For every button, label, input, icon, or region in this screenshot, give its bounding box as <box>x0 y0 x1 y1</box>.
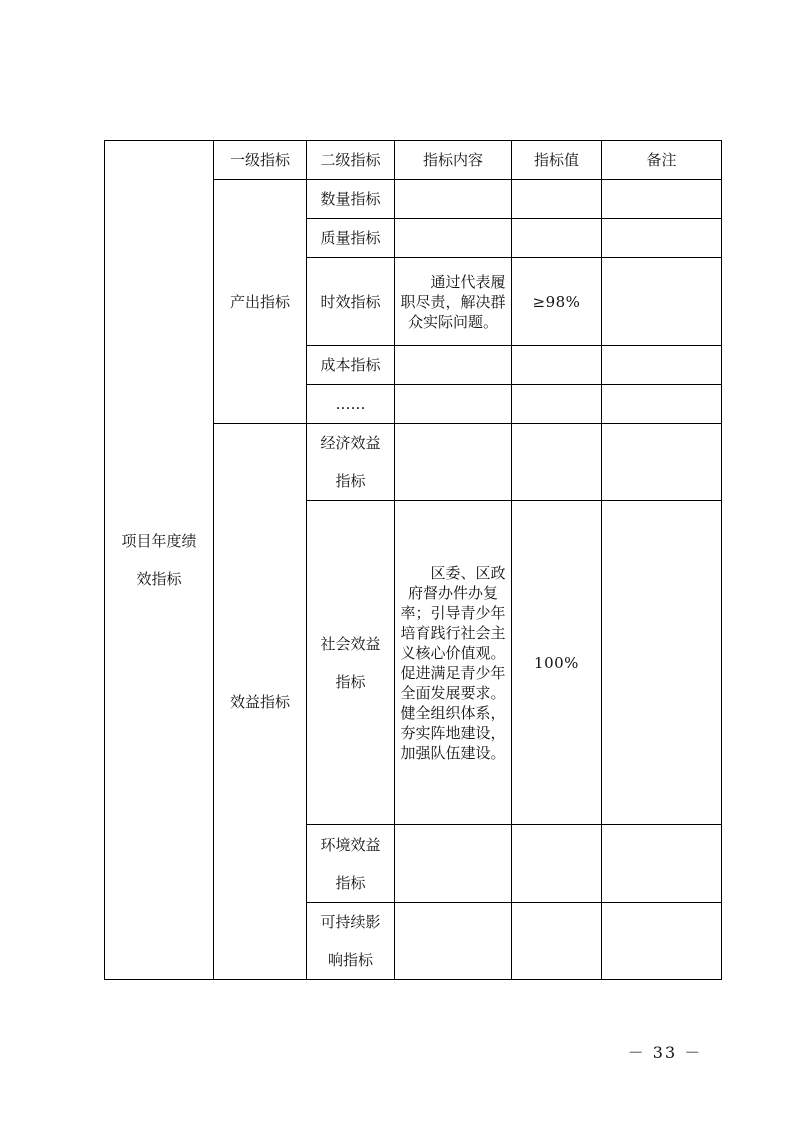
content-cell <box>395 825 512 903</box>
level2-cell <box>307 424 395 501</box>
output-indicator-cell: 产出指标 <box>214 180 307 424</box>
remark-cell <box>602 903 722 980</box>
content-cell <box>395 903 512 980</box>
remark-cell <box>602 501 722 825</box>
performance-indicator-table <box>104 140 722 980</box>
content-cell <box>395 501 512 825</box>
level2-cell: 质量指标 <box>307 219 395 258</box>
level2-label: 环境效益指标 <box>320 835 381 892</box>
level2-cell <box>307 501 395 825</box>
level2-cell: …… <box>307 385 395 424</box>
remark-cell <box>602 219 722 258</box>
value-cell <box>512 903 602 980</box>
content-cell <box>395 424 512 501</box>
content-cell <box>395 346 512 385</box>
header-content: 指标内容 <box>395 141 512 180</box>
value-cell <box>512 346 602 385</box>
remark-cell <box>602 180 722 219</box>
level2-cell: 时效指标 <box>307 258 395 346</box>
header-remark: 备注 <box>602 141 722 180</box>
value-cell <box>512 180 602 219</box>
social-benefit-content-text: 区委、区政府督办件办复率；引导青少年培育践行社会主义核心价值观。促进满足青少年全面发展要求。健全组织体系，夯实阵地建设，加强队伍建设。 <box>400 563 506 762</box>
level2-cell: 数量指标 <box>307 180 395 219</box>
header-value: 指标值 <box>512 141 602 180</box>
level2-label: 社会效益指标 <box>320 634 381 691</box>
remark-cell <box>602 424 722 501</box>
timeliness-content-text: 通过代表履职尽责，解决群众实际问题。 <box>400 272 506 331</box>
level2-cell <box>307 903 395 980</box>
header-level1: 一级指标 <box>214 141 307 180</box>
value-cell <box>512 385 602 424</box>
value-cell: ≥98% <box>512 258 602 346</box>
header-level2: 二级指标 <box>307 141 395 180</box>
level2-label: 可持续影响指标 <box>320 913 381 969</box>
benefit-indicator-cell: 效益指标 <box>214 424 307 980</box>
level2-label: 经济效益指标 <box>320 434 381 490</box>
project-annual-indicator-label: 项目年度绩效指标 <box>121 532 197 588</box>
project-annual-indicator-cell <box>105 141 214 980</box>
level2-cell <box>307 825 395 903</box>
value-cell <box>512 424 602 501</box>
remark-cell <box>602 258 722 346</box>
content-cell <box>395 219 512 258</box>
value-cell: 100% <box>512 501 602 825</box>
value-cell <box>512 219 602 258</box>
remark-cell <box>602 346 722 385</box>
table-header-row <box>105 141 722 180</box>
content-cell <box>395 258 512 346</box>
content-cell <box>395 180 512 219</box>
page-number: － 33 － <box>627 1043 703 1062</box>
remark-cell <box>602 385 722 424</box>
value-cell <box>512 825 602 903</box>
level2-cell: 成本指标 <box>307 346 395 385</box>
remark-cell <box>602 825 722 903</box>
content-cell <box>395 385 512 424</box>
